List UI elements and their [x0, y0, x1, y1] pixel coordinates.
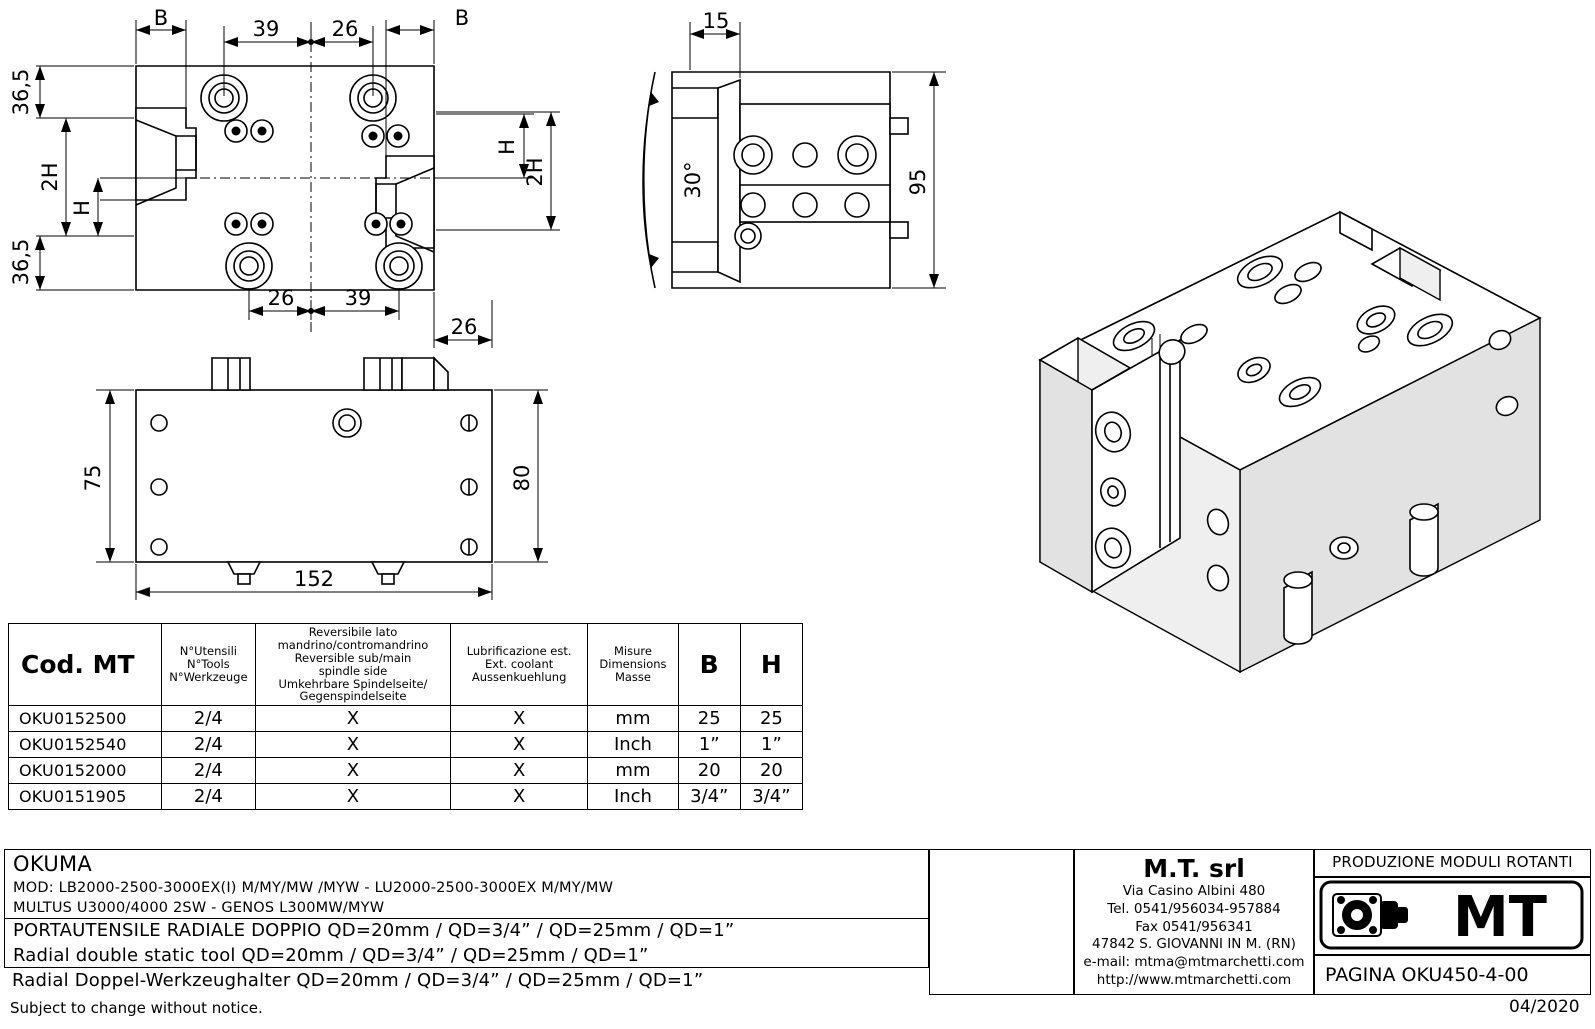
company-city: 47842 S. GIOVANNI IN M. (RN)	[1092, 936, 1296, 953]
cell-cod: OKU0152000	[9, 758, 162, 784]
dim-365-top: 36,5	[9, 68, 33, 116]
cell-reversible: X	[255, 784, 450, 810]
table-row	[9, 706, 803, 732]
dim-30deg: 30°	[681, 161, 705, 199]
header-units: Misure Dimensions Masse	[588, 624, 678, 706]
header-b: B	[678, 624, 740, 706]
cell-b: 20	[678, 758, 740, 784]
cell-tools: 2/4	[161, 784, 255, 810]
side-view	[643, 9, 946, 288]
cell-b: 25	[678, 706, 740, 732]
dim-h-right: H	[495, 139, 519, 155]
cell-b: 1”	[678, 732, 740, 758]
cell-coolant: X	[450, 732, 587, 758]
dim-26-top: 26	[331, 17, 359, 41]
table-row	[9, 758, 803, 784]
dim-26-bottom: 26	[267, 286, 295, 310]
dim-39-top: 39	[252, 17, 280, 41]
cell-coolant: X	[450, 784, 587, 810]
model-line-1: MOD: LB2000-2500-3000EX(I) M/MY/MW /MYW - LU2000-2500-3000EX M/MY/MW	[13, 880, 614, 896]
description-box	[4, 849, 929, 968]
company-tel: Tel. 0541/956034-957884	[1107, 900, 1281, 917]
cell-h: 25	[740, 706, 802, 732]
dim-15: 15	[702, 9, 730, 33]
dim-2h-left: 2H	[38, 162, 62, 192]
cell-units: mm	[588, 706, 678, 732]
company-address: Via Casino Albini 480	[1122, 883, 1266, 899]
cell-units: Inch	[588, 784, 678, 810]
page-number: PAGINA OKU450-4-00	[1325, 964, 1529, 986]
dim-39-bottom: 39	[344, 286, 372, 310]
product-table	[8, 623, 803, 810]
production-box	[1314, 849, 1591, 877]
page-box	[1314, 955, 1591, 995]
top-view	[9, 6, 560, 348]
description-en: Radial double static tool QD=20mm / QD=3/4” / QD=25mm / QD=1”	[13, 945, 649, 966]
company-website: http://www.mtmarchetti.com	[1096, 972, 1292, 989]
cell-reversible: X	[255, 706, 450, 732]
cell-tools: 2/4	[161, 706, 255, 732]
dim-152: 152	[293, 567, 335, 591]
mt-logo	[1315, 878, 1588, 952]
header-reversible: Reversibile lato mandrino/contromandrino Reversible sub/main spindle side Umkehrbare Spindelseite/ Gegenspindelseite	[255, 624, 450, 706]
bore-bottom-right	[376, 243, 422, 289]
cell-cod: OKU0152540	[9, 732, 162, 758]
dim-h-left: H	[70, 200, 94, 216]
company-box	[1074, 849, 1314, 995]
dim-b-right: B	[454, 6, 470, 30]
cell-h: 1”	[740, 732, 802, 758]
cell-h: 20	[740, 758, 802, 784]
brand-name: OKUMA	[13, 852, 93, 876]
logo-box	[1314, 877, 1591, 955]
cell-h: 3/4”	[740, 784, 802, 810]
title-block	[4, 849, 1591, 1017]
front-view	[81, 358, 548, 600]
company-email: e-mail: mtma@mtmarchetti.com	[1083, 954, 1305, 971]
dim-2h-right: 2H	[523, 157, 547, 187]
cell-cod: OKU0152500	[9, 706, 162, 732]
cell-cod: OKU0151905	[9, 784, 162, 810]
header-h: H	[740, 624, 802, 706]
dim-26-front: 26	[450, 315, 478, 339]
production-label: PRODUZIONE MODULI ROTANTI	[1332, 853, 1573, 871]
date-text: 04/2020	[1509, 997, 1580, 1017]
company-name: M.T. srl	[1143, 854, 1245, 883]
company-fax: Fax 0541/956341	[1135, 918, 1253, 935]
header-tools: N°Utensili N°Tools N°Werkzeuge	[161, 624, 255, 706]
isometric-view	[1040, 212, 1540, 672]
cell-coolant: X	[450, 706, 587, 732]
notice-text: Subject to change without notice.	[10, 999, 263, 1017]
dim-365-bottom: 36,5	[9, 238, 33, 286]
model-line-2: MULTUS U3000/4000 2SW - GENOS L300MW/MYW	[13, 900, 385, 916]
description-de: Radial Doppel-Werkzeughalter QD=20mm / QD=3/4” / QD=25mm / QD=1”	[12, 970, 704, 991]
cell-units: mm	[588, 758, 678, 784]
divider	[5, 918, 928, 919]
dim-80: 80	[510, 464, 534, 492]
table-header-row	[9, 624, 803, 706]
cell-reversible: X	[255, 758, 450, 784]
cell-tools: 2/4	[161, 732, 255, 758]
dim-b-left: B	[153, 6, 169, 30]
cell-b: 3/4”	[678, 784, 740, 810]
cell-coolant: X	[450, 758, 587, 784]
header-coolant: Lubrificazione est. Ext. coolant Aussenkuehlung	[450, 624, 587, 706]
dim-75: 75	[81, 464, 105, 492]
bore-bottom-left	[226, 243, 272, 289]
blank-box	[929, 849, 1074, 995]
dim-95: 95	[906, 168, 930, 196]
logo-text: MT	[1453, 885, 1547, 950]
cell-reversible: X	[255, 732, 450, 758]
cell-tools: 2/4	[161, 758, 255, 784]
header-cod-mt: Cod. MT	[9, 624, 162, 706]
cell-units: Inch	[588, 732, 678, 758]
table-row	[9, 732, 803, 758]
description-it: PORTAUTENSILE RADIALE DOPPIO QD=20mm / QD=3/4” / QD=25mm / QD=1”	[13, 920, 735, 941]
table-row	[9, 784, 803, 810]
